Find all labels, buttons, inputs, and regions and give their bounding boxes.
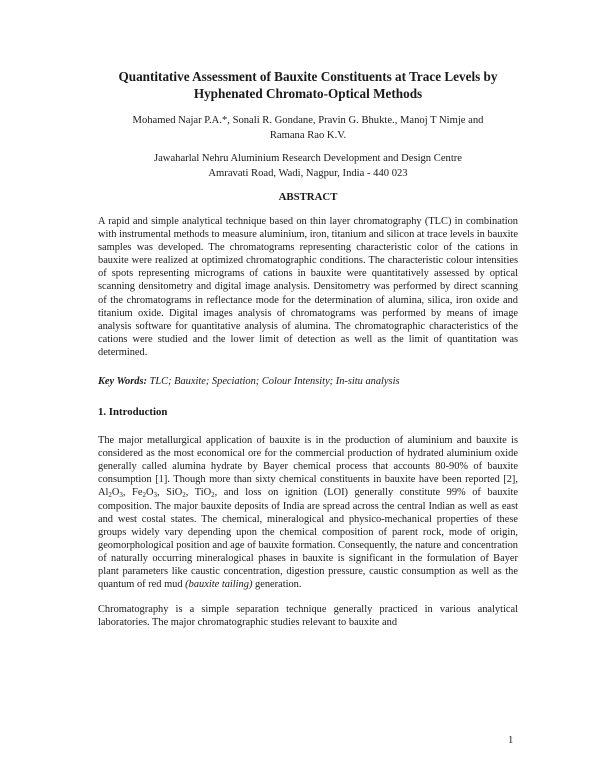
intro-p1-part-b: , and loss on ignition (LOI) generally constitute 99% of bauxite composition. The major bauxite deposits of India are spread across the central Indian as well as east and west costal states. The chemical, mineralogical and physico-mechanical properties of these groups widely vary depending upon the chemical composition of parent rock, mode of origin, geomorphological position and age of bauxite formation. Consequently, the nature and concentration of naturally occurring mineralogical phases in bauxite is significant in the formulation of Bayer plant parameters like caustic concentration, digestion pressure, caustic consumption as well as the quantum of red mud [98,487,518,591]
authors-line-2: Ramana Rao K.V. [269,129,347,141]
paper-title [98,68,518,102]
keywords [98,376,518,387]
affiliation [98,152,518,181]
page-number: 1 [508,735,514,746]
intro-paragraph-1 [98,434,518,591]
fe-o-letter: O [145,487,154,499]
keywords-text: TLC; Bauxite; Speciation; Colour Intensity; In-situ analysis [149,376,400,388]
fe-o-subscript: 3 [153,491,157,500]
title-line-2: Hyphenated Chromato-Optical Methods [193,86,423,101]
fe-text: , Fe [122,487,143,499]
title-line-1: Quantitative Assessment of Bauxite Constituents at Trace Levels by [118,69,498,84]
abstract-heading: ABSTRACT [278,191,338,203]
ti-text: , TiO [185,487,212,499]
section-heading-introduction: 1. Introduction [98,406,168,419]
paper-page [98,68,518,629]
author-list [98,114,518,143]
keywords-label: Key Words: [98,376,147,388]
al-subscript: 2 [108,491,112,500]
affiliation-line-2: Amravati Road, Wadi, Nagpur, India - 440 023 [208,167,408,179]
affiliation-line-1: Jawaharlal Nehru Aluminium Research Development and Design Centre [153,153,462,164]
si-subscript: 2 [182,491,186,500]
al-o-letter: O [111,487,120,499]
intro-p1-end: generation. [255,579,302,591]
al-o-subscript: 3 [119,491,123,500]
abstract-text: A rapid and simple analytical technique based on thin layer chromatography (TLC) in combination with instrumental methods to measure aluminium, iron, titanium and silicon at trace levels in bauxite samples was developed. The chromatograms representing characteristic color of the cations in bauxite were realized at optimized chromatographic conditions. The characteristic colour intensities of spots representing micrograms of cations in bauxite were quantitatively assessed by optical scanning densitometry and digital image analysis. Densitometry was performed by direct scanning of the chromatograms in reflectance mode for the determination of alumina, silica, iron oxide and titanium oxide. Digital images analysis of chromatograms was performed by means of image analysis software for quantitative analysis of alumina. The chromatographic characteristics of the cations were studied and the lower limit of detection as well as the limit of quantitation was determined. [98,216,518,358]
si-text: , SiO [156,487,183,499]
bauxite-tailing-italic: (bauxite tailing) [185,579,253,591]
authors-line-1: Mohamed Najar P.A.*, Sonali R. Gondane, Pravin G. Bhukte., Manoj T Nimje and [132,115,484,126]
ti-subscript: 2 [211,491,215,500]
fe-subscript: 2 [142,491,146,500]
intro-paragraph-2: Chromatography is a simple separation technique generally practiced in various analytical laboratories. The major chromatographic studies relevant to bauxite and [98,604,518,629]
intro-p1-part-a: The major metallurgical application of bauxite is in the production of aluminium and bauxite is considered as the most economical ore for the commercial production of hydrated aluminium oxide generally called alumina hydrate by Bayer chemical process that accounts 80-90% of bauxite consumption [1]. Though more than sixty chemical constituents in bauxite have been reported [2], Al [98,435,518,499]
